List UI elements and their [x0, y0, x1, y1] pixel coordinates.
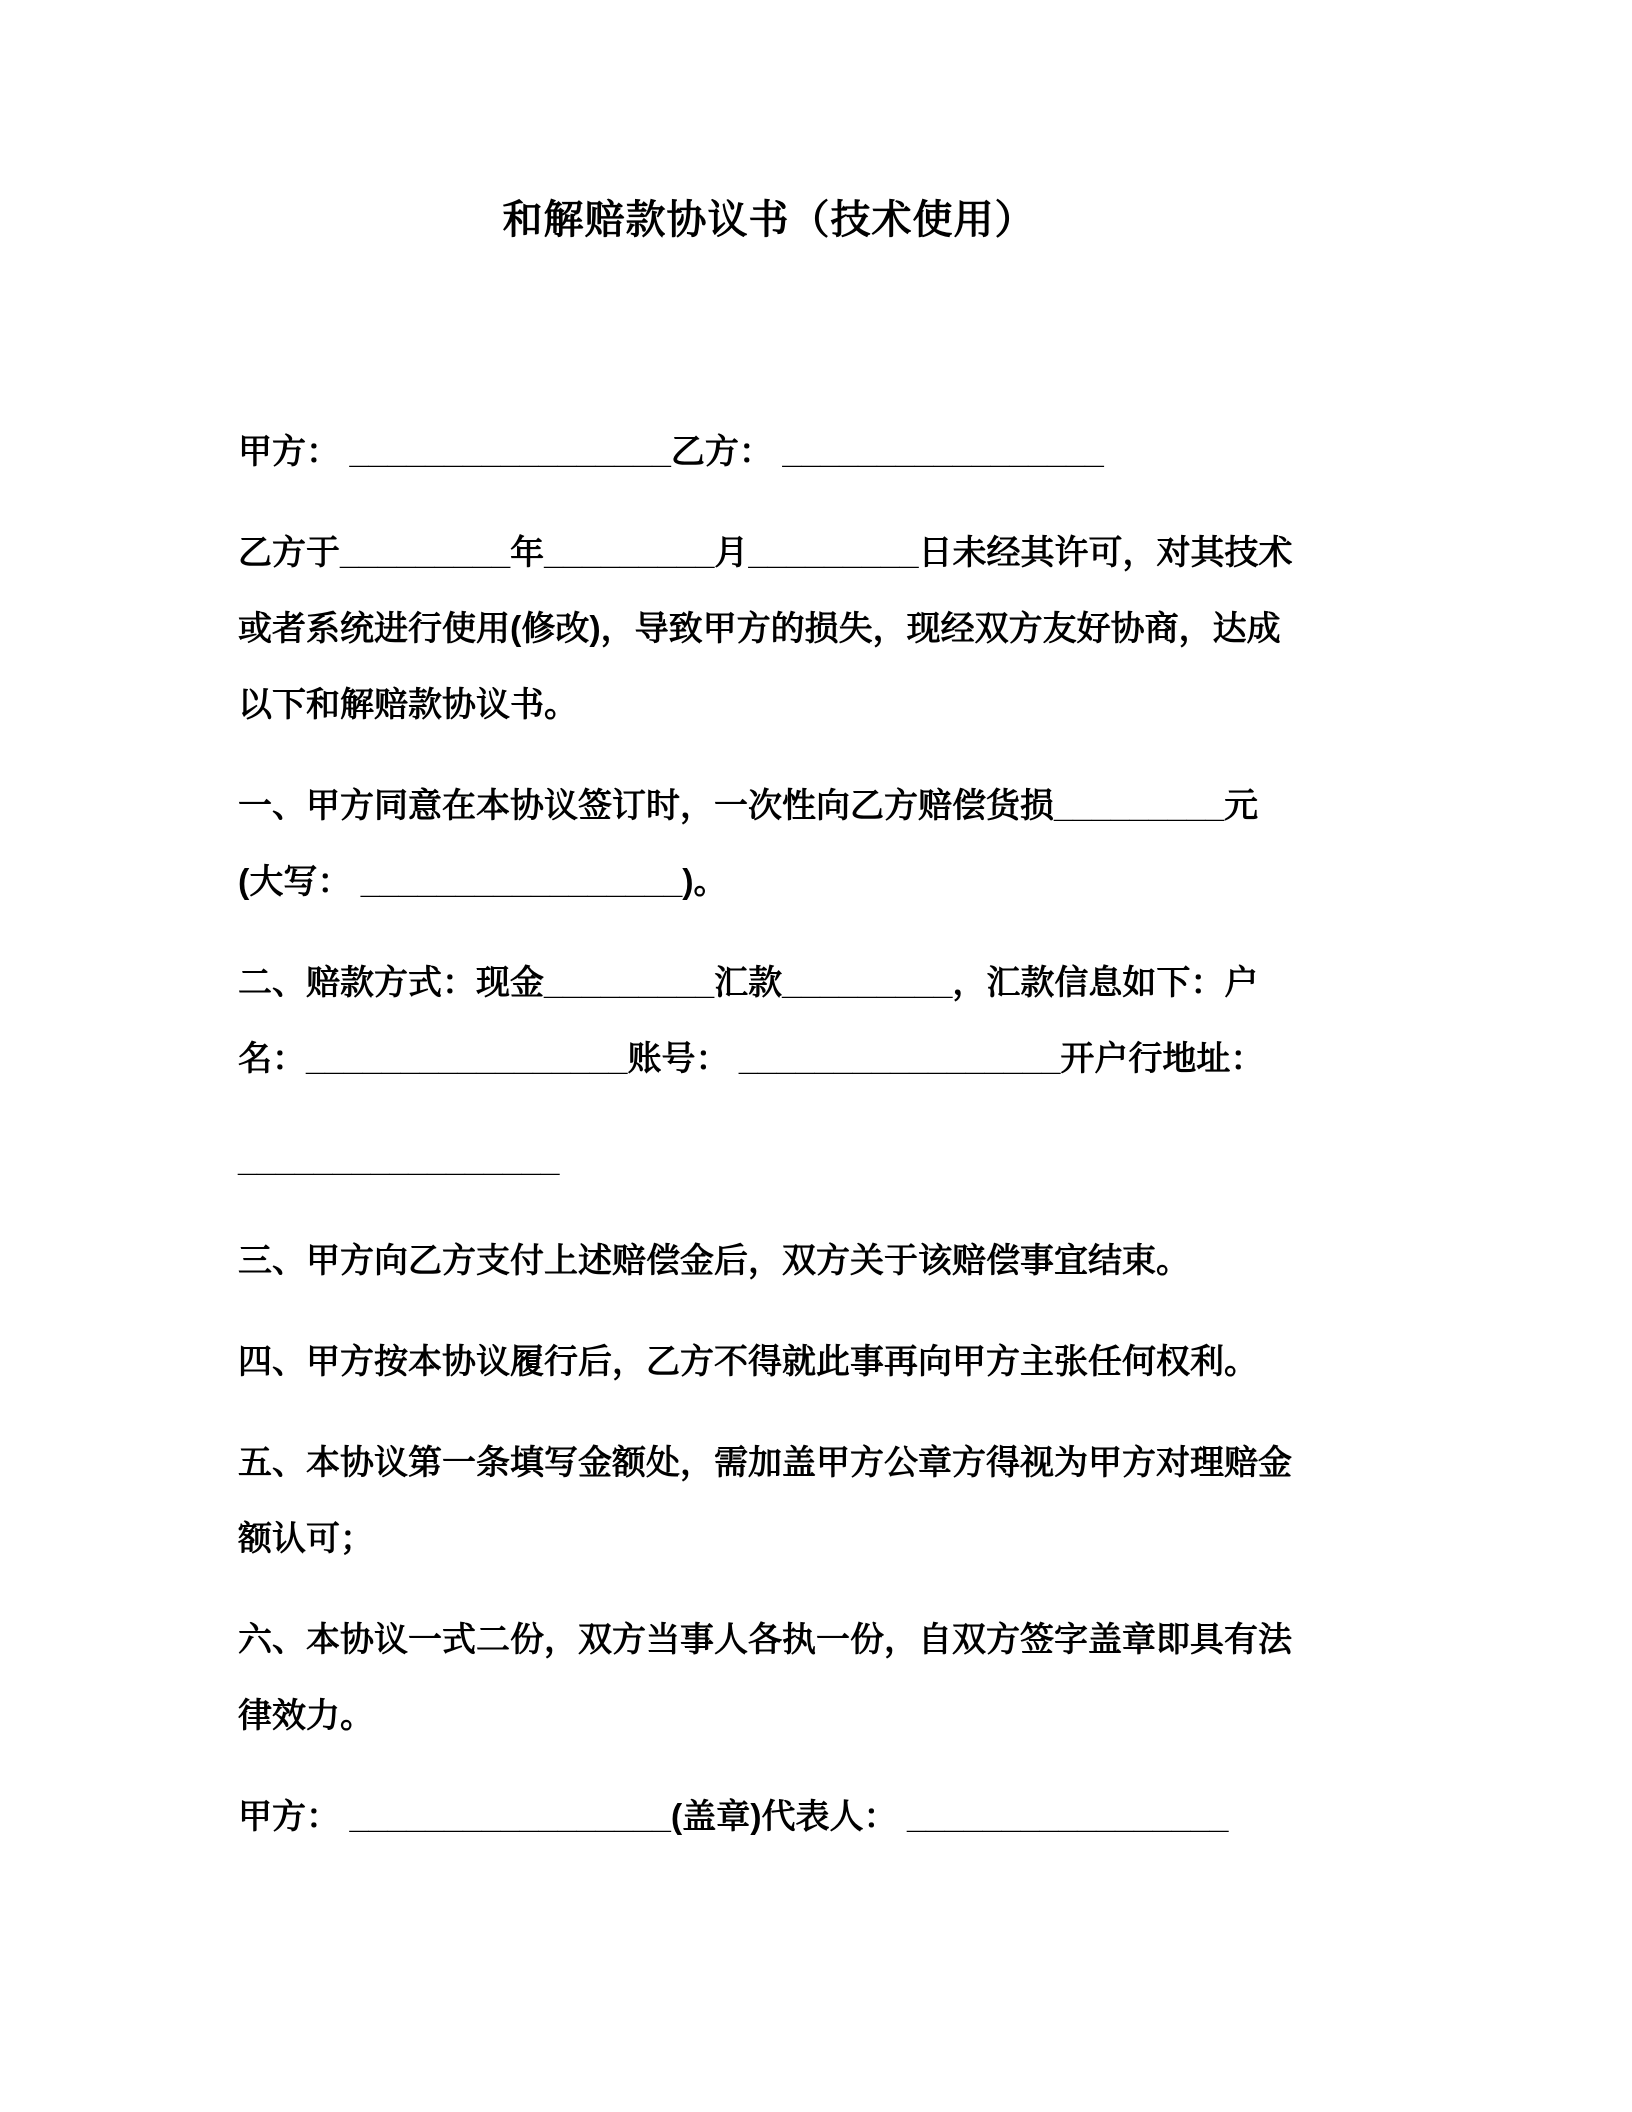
clause-6: 六、本协议一式二份，双方当事人各执一份，自双方签字盖章即具有法律效力。: [238, 1621, 1292, 1735]
document-title: 和解赔款协议书（技术使用）: [502, 198, 1036, 242]
document-content: [238, 0, 1300, 1855]
clause-1: 一、甲方同意在本协议签订时，一次性向乙方赔偿货损_________元(大写： _________________)。: [238, 787, 1259, 901]
parties-line: 甲方： _________________乙方： _________________: [238, 433, 1104, 471]
clause-5: 五、本协议第一条填写金额处，需加盖甲方公章方得视为甲方对理赔金额认可；: [238, 1444, 1292, 1558]
party-a-signature-line: 甲方： _________________(盖章)代表人： _________________: [238, 1798, 1229, 1836]
clause-2-bank-address-blank: _________________: [238, 1141, 560, 1179]
clause-4: 四、甲方按本协议履行后，乙方不得就此事再向甲方主张任何权利。: [238, 1343, 1258, 1381]
preamble-paragraph: 乙方于_________年_________月_________日未经其许可，对其技术或者系统进行使用(修改)，导致甲方的损失，现经双方友好协商，达成以下和解赔款协议书。: [238, 534, 1293, 724]
clause-3: 三、甲方向乙方支付上述赔偿金后，双方关于该赔偿事宜结束。: [238, 1242, 1190, 1280]
clause-2: 二、赔款方式：现金_________汇款_________，汇款信息如下：户名：_________________账号： _________________开户行地址：: [238, 964, 1265, 1078]
